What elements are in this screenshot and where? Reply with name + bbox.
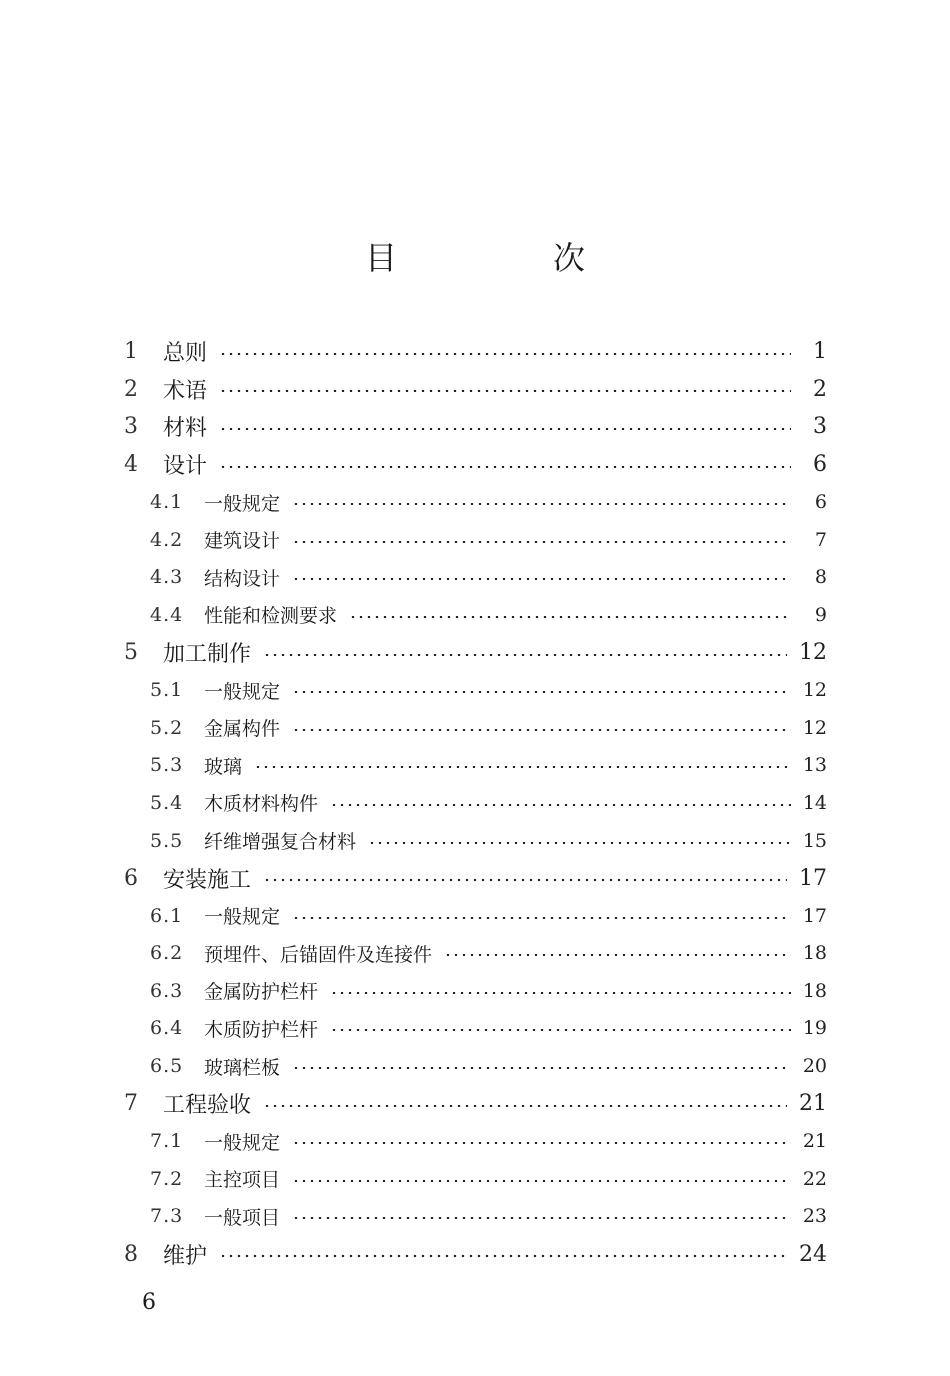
toc-entry-page: 18 [802, 942, 827, 965]
toc-entry-number: 6.4 [150, 1017, 184, 1040]
toc-dot-leader [263, 1105, 787, 1107]
toc-entry-number: 3 [124, 414, 138, 440]
toc-entry-number: 7.1 [150, 1130, 184, 1153]
toc-entry-title: 一般项目 [204, 1206, 281, 1229]
toc-entry-page: 12 [802, 716, 827, 739]
toc-section-entry[interactable] [0, 1010, 950, 1048]
toc-entry-page: 18 [802, 979, 827, 1002]
toc-entry-number: 4.3 [150, 566, 184, 589]
toc-entry-page: 24 [799, 1241, 827, 1267]
toc-section-entry[interactable] [0, 822, 950, 860]
toc-entry-number: 5.3 [150, 754, 184, 777]
toc-dot-leader [349, 616, 791, 618]
toc-entry-number: 5.4 [150, 791, 184, 814]
toc-dot-leader [292, 1217, 791, 1219]
page-number: 6 [142, 1290, 156, 1315]
toc-entry-title: 设计 [163, 454, 208, 480]
toc-chapter-entry[interactable] [0, 1085, 950, 1123]
toc-section-entry[interactable] [0, 483, 950, 521]
toc-section-entry[interactable] [0, 1198, 950, 1236]
toc-entry-page: 1 [813, 339, 827, 365]
toc-entry-title: 建筑设计 [204, 530, 281, 553]
toc-dot-leader [292, 541, 791, 543]
toc-entry-page: 13 [802, 754, 827, 777]
toc-chapter-entry[interactable] [0, 1235, 950, 1273]
toc-entry-page: 6 [814, 491, 827, 514]
toc-section-entry[interactable] [0, 935, 950, 973]
toc-section-entry[interactable] [0, 709, 950, 747]
toc-entry-title: 玻璃 [204, 755, 243, 778]
toc-dot-leader [219, 353, 791, 355]
toc-entry-page: 6 [813, 452, 827, 478]
table-of-contents [0, 333, 950, 1273]
toc-dot-leader [219, 428, 791, 430]
toc-entry-number: 7 [124, 1091, 138, 1117]
toc-dot-leader [292, 691, 791, 693]
toc-entry-page: 21 [802, 1130, 827, 1153]
toc-entry-number: 2 [124, 376, 138, 402]
toc-entry-page: 9 [814, 603, 827, 626]
toc-dot-leader [368, 842, 791, 844]
toc-entry-title: 一般规定 [204, 492, 281, 515]
toc-entry-number: 7.3 [150, 1205, 184, 1228]
toc-entry-title: 结构设计 [204, 567, 281, 590]
toc-entry-number: 4 [124, 452, 138, 478]
toc-section-entry[interactable] [0, 596, 950, 634]
toc-entry-page: 17 [799, 865, 827, 891]
toc-entry-page: 20 [802, 1055, 827, 1078]
toc-entry-page: 14 [802, 791, 827, 814]
toc-entry-number: 5.5 [150, 829, 184, 852]
toc-chapter-entry[interactable] [0, 446, 950, 484]
toc-entry-title: 金属构件 [204, 718, 281, 741]
toc-entry-title: 安装施工 [163, 867, 252, 893]
toc-section-entry[interactable] [0, 1122, 950, 1160]
toc-entry-page: 17 [802, 904, 827, 927]
toc-dot-leader [219, 390, 791, 392]
toc-entry-number: 6.5 [150, 1055, 184, 1078]
toc-section-entry[interactable] [0, 897, 950, 935]
toc-entry-page: 8 [814, 566, 827, 589]
toc-dot-leader [254, 766, 791, 768]
toc-dot-leader [292, 729, 791, 731]
toc-entry-page: 22 [802, 1167, 827, 1190]
toc-dot-leader [263, 879, 787, 881]
toc-entry-title: 加工制作 [163, 642, 252, 668]
toc-dot-leader [292, 1067, 791, 1069]
toc-entry-title: 纤维增强复合材料 [204, 831, 357, 854]
toc-dot-leader [330, 804, 791, 806]
toc-entry-page: 21 [799, 1091, 827, 1117]
toc-entry-title: 木质防护栏杆 [204, 1018, 319, 1041]
toc-entry-title: 术语 [163, 378, 208, 404]
toc-dot-leader [292, 503, 791, 505]
toc-entry-number: 6.2 [150, 942, 184, 965]
toc-entry-title: 金属防护栏杆 [204, 981, 319, 1004]
toc-entry-number: 5 [124, 640, 138, 666]
toc-entry-title: 预埋件、后锚固件及连接件 [204, 943, 433, 966]
toc-entry-title: 木质材料构件 [204, 793, 319, 816]
toc-entry-number: 6.3 [150, 979, 184, 1002]
toc-entry-title: 玻璃栏板 [204, 1056, 281, 1079]
toc-entry-number: 4.4 [150, 603, 184, 626]
toc-entry-number: 7.2 [150, 1167, 184, 1190]
toc-dot-leader [330, 992, 791, 994]
toc-section-entry[interactable] [0, 1047, 950, 1085]
toc-entry-number: 1 [124, 339, 138, 365]
toc-entry-number: 8 [124, 1241, 138, 1267]
toc-section-entry[interactable] [0, 671, 950, 709]
toc-entry-number: 5.1 [150, 679, 184, 702]
toc-dot-leader [292, 1142, 791, 1144]
toc-entry-number: 4.2 [150, 528, 184, 551]
toc-entry-number: 4.1 [150, 491, 184, 514]
toc-entry-title: 一般规定 [204, 680, 281, 703]
toc-chapter-entry[interactable] [0, 371, 950, 409]
toc-section-entry[interactable] [0, 972, 950, 1010]
toc-section-entry[interactable] [0, 784, 950, 822]
toc-entry-number: 6.1 [150, 904, 184, 927]
toc-dot-leader [263, 654, 787, 656]
toc-section-entry[interactable] [0, 521, 950, 559]
toc-dot-leader [330, 1029, 791, 1031]
toc-dot-leader [292, 917, 791, 919]
toc-chapter-entry[interactable] [0, 859, 950, 897]
toc-dot-leader [219, 466, 791, 468]
toc-chapter-entry[interactable] [0, 333, 950, 371]
toc-entry-page: 15 [802, 829, 827, 852]
toc-entry-page: 23 [802, 1205, 827, 1228]
toc-section-entry[interactable] [0, 747, 950, 785]
toc-dot-leader [444, 954, 791, 956]
toc-section-entry[interactable] [0, 1160, 950, 1198]
toc-entry-page: 3 [813, 414, 827, 440]
toc-entry-page: 12 [802, 679, 827, 702]
toc-section-entry[interactable] [0, 559, 950, 597]
toc-entry-title: 材料 [163, 416, 208, 442]
toc-entry-page: 2 [813, 376, 827, 402]
toc-entry-page: 7 [814, 528, 827, 551]
toc-dot-leader [292, 1180, 791, 1182]
toc-dot-leader [292, 578, 791, 580]
toc-entry-number: 5.2 [150, 716, 184, 739]
toc-entry-page: 12 [799, 640, 827, 666]
toc-entry-title: 性能和检测要求 [204, 605, 338, 628]
toc-entry-title: 主控项目 [204, 1169, 281, 1192]
toc-chapter-entry[interactable] [0, 408, 950, 446]
toc-entry-title: 总则 [163, 341, 208, 367]
toc-entry-page: 19 [802, 1017, 827, 1040]
toc-entry-number: 6 [124, 865, 138, 891]
page-title: 目 次 [364, 239, 647, 277]
toc-chapter-entry[interactable] [0, 634, 950, 672]
toc-entry-title: 一般规定 [204, 906, 281, 929]
toc-entry-title: 维护 [163, 1243, 208, 1269]
toc-dot-leader [219, 1255, 787, 1257]
toc-entry-title: 一般规定 [204, 1131, 281, 1154]
toc-entry-title: 工程验收 [163, 1093, 252, 1119]
